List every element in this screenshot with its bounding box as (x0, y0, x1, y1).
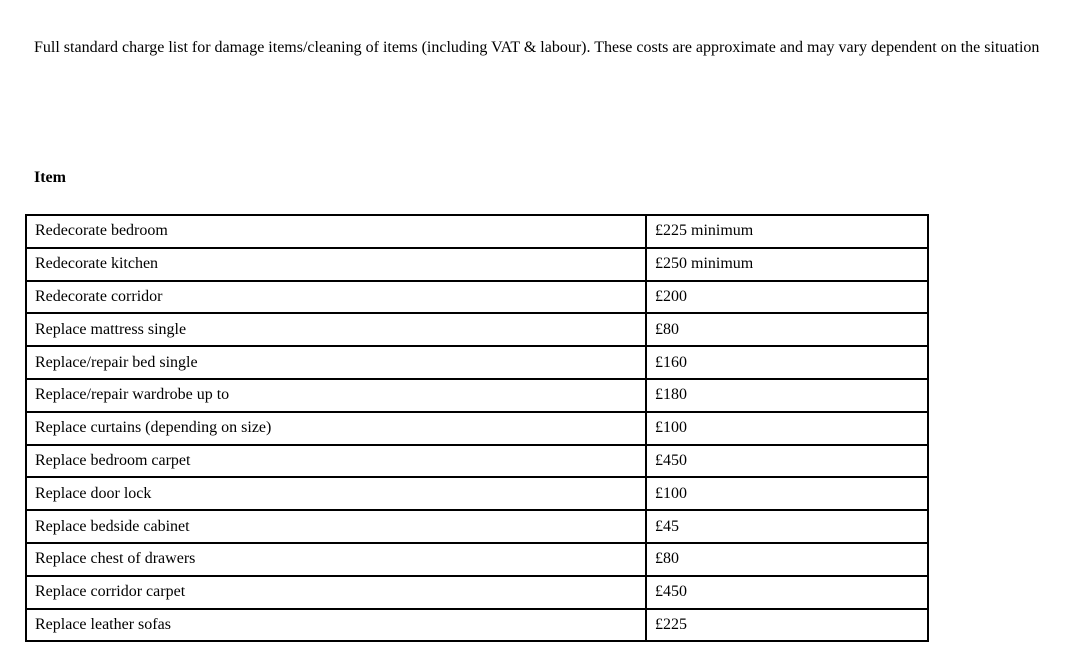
item-cell: Replace door lock (26, 477, 646, 510)
item-heading: Item (34, 169, 66, 186)
table-row (26, 215, 928, 248)
cost-cell: £200 (646, 281, 928, 314)
item-cell: Redecorate kitchen (26, 248, 646, 281)
cost-cell: £80 (646, 543, 928, 576)
charges-table (25, 214, 929, 642)
cost-cell: £225 minimum (646, 215, 928, 248)
table-row (26, 313, 928, 346)
table-row (26, 412, 928, 445)
table-row (26, 248, 928, 281)
intro-paragraph: Full standard charge list for damage items/cleaning of items (including VAT & labour). These costs are approximate and may vary dependent on the situation (34, 39, 1040, 56)
cost-cell: £160 (646, 346, 928, 379)
item-cell: Replace/repair bed single (26, 346, 646, 379)
table-row (26, 477, 928, 510)
item-cell: Redecorate corridor (26, 281, 646, 314)
item-cell: Replace bedroom carpet (26, 445, 646, 478)
item-cell: Replace chest of drawers (26, 543, 646, 576)
item-cell: Replace bedside cabinet (26, 510, 646, 543)
item-cell: Replace corridor carpet (26, 576, 646, 609)
table-row (26, 281, 928, 314)
cost-cell: £180 (646, 379, 928, 412)
item-cell: Redecorate bedroom (26, 215, 646, 248)
table-row (26, 576, 928, 609)
table-row (26, 609, 928, 642)
item-cell: Replace mattress single (26, 313, 646, 346)
item-cell: Replace/repair wardrobe up to (26, 379, 646, 412)
cost-cell: £80 (646, 313, 928, 346)
cost-cell: £250 minimum (646, 248, 928, 281)
table-row (26, 445, 928, 478)
cost-cell: £225 (646, 609, 928, 642)
cost-cell: £450 (646, 445, 928, 478)
cost-cell: £450 (646, 576, 928, 609)
cost-cell: £100 (646, 477, 928, 510)
cost-cell: £45 (646, 510, 928, 543)
item-cell: Replace curtains (depending on size) (26, 412, 646, 445)
table-row (26, 543, 928, 576)
table-row (26, 346, 928, 379)
table-row (26, 379, 928, 412)
cost-cell: £100 (646, 412, 928, 445)
table-row (26, 510, 928, 543)
item-cell: Replace leather sofas (26, 609, 646, 642)
